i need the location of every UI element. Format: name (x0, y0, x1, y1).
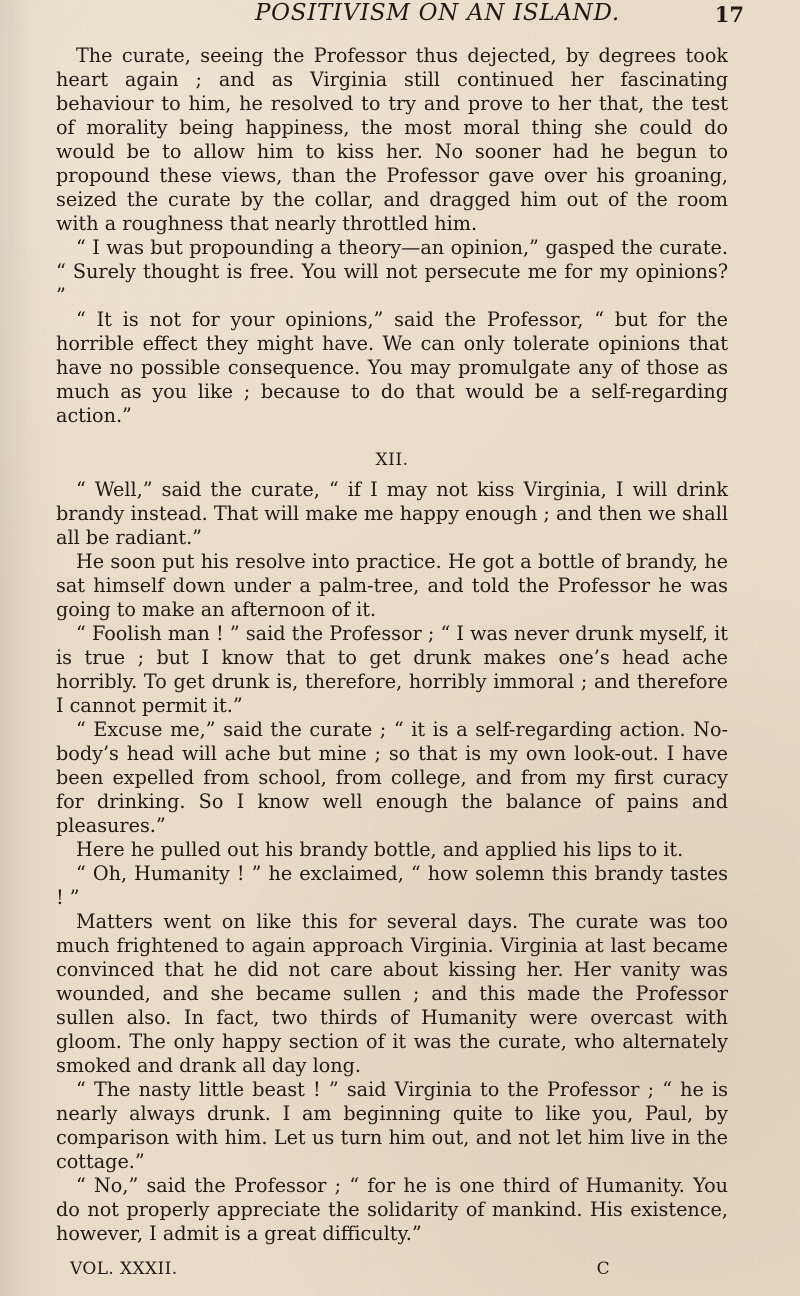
page-number: 17 (714, 2, 744, 27)
paragraph: “ Oh, Humanity ! ” he exclaimed, “ how solemn this brandy tastes ! ” (56, 862, 728, 909)
paragraph: “ Excuse me,” said the curate ; “ it is a self-regarding action. No-body’s head will ache but mine ; so that is my own look-out. I have been expelled from school, from college, and from my first curacy for drinking. So I know well enough the balance of pains and pleasures.” (56, 718, 728, 837)
running-title: POSITIVISM ON AN ISLAND. (255, 0, 620, 26)
paragraph: Matters went on like this for several days. The curate was too much frightened to again approach Virginia. Virginia at last became convinced that he did not care about kissing her. Her vanity was wounded, and she became sullen ; and this made the Professor sullen also. In fact, two thirds of Humanity were overcast with gloom. The only happy section of it was the curate, who alternately smoked and drank all day long. (56, 910, 728, 1077)
section-heading: XII. (375, 450, 409, 470)
volume-label: VOL. XXXII. (70, 1259, 178, 1279)
paragraph: The curate, seeing the Professor thus dejected, by degrees took heart again ; and as Virginia still continued her fascinating behaviour to him, he resolved to try and prove to her that, the test of morality being happiness, the most moral thing she could do would be to allow him to kiss her. No sooner had he begun to propound these views, than the Professor gave over his groaning, seized the curate by the collar, and dragged him out of the room with a roughness that nearly throttled him. (56, 44, 728, 235)
page-header (44, 0, 772, 44)
paragraph: “ I was but propounding a theory—an opinion,” gasped the curate. “ Surely thought is free. You will not persecute me for my opinions? ” (56, 236, 728, 307)
paragraph: “ The nasty little beast ! ” said Virginia to the Professor ; “ he is nearly always drunk. I am beginning quite to like you, Paul, by comparison with him. Let us turn him out, and not let him live in the cottage.” (56, 1078, 728, 1173)
paragraph: “ No,” said the Professor ; “ for he is one third of Humanity. You do not properly appreciate the solidarity of mankind. His existence, however, I admit is a great difficulty.” (56, 1174, 728, 1245)
page-footer (70, 1259, 610, 1279)
paragraph: “ It is not for your opinions,” said the Professor, “ but for the horrible effect they might have. We can only tolerate opinions that have no possible consequence. You may promulgate any of those as much as you like ; because to do that would be a self-regarding action.” (56, 308, 728, 427)
paragraph: “ Well,” said the curate, “ if I may not kiss Virginia, I will drink brandy instead. That will make me happy enough ; and then we shall all be radiant.” (56, 478, 728, 549)
paragraph: He soon put his resolve into practice. He got a bottle of brandy, he sat himself down under a palm-tree, and told the Professor he was going to make an afternoon of it. (56, 550, 728, 621)
paragraph: “ Foolish man ! ” said the Professor ; “ I was never drunk myself, it is true ; but I know that to get drunk makes one’s head ache horribly. To get drunk is, therefore, horribly immoral ; and therefore I cannot permit it.” (56, 622, 728, 717)
paragraph: Here he pulled out his brandy bottle, and applied his lips to it. (76, 838, 684, 861)
page-content (56, 44, 728, 1246)
signature-mark: C (596, 1259, 610, 1279)
